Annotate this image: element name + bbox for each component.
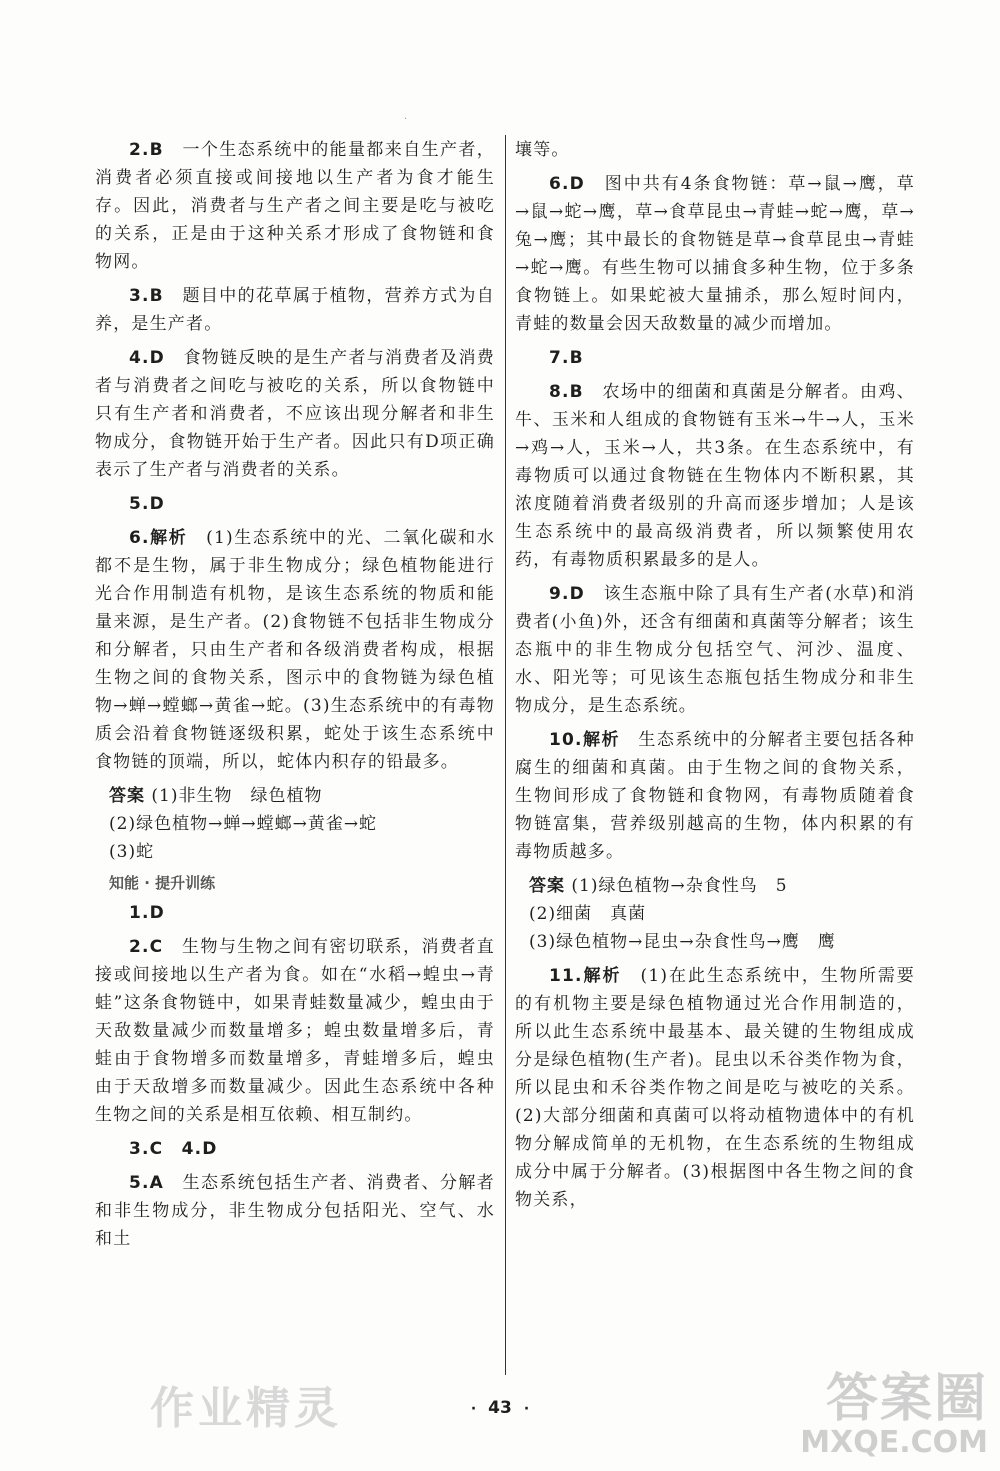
q2-text: 一个生态系统中的能量都来自生产者，消费者必须直接或间接地以生产者为食才能生存。因此，消费者与生产者之间主要是吃与被吃的关系，正是由于这种关系才形成了食物链和食物网。 [95, 140, 495, 272]
page-dot-left: · [470, 1401, 477, 1417]
q3-text: 题目中的花草属于植物，营养方式为自养，是生产者。 [95, 286, 495, 334]
s10-number: 10. [549, 730, 583, 750]
answer-s11 [515, 962, 915, 1214]
answer-s3-s4 [95, 1135, 495, 1163]
s11-text: (1)在此生态系统中，生物所需要的有机物主要是绿色植物通过光合作用制造的，所以此生态系统中最基本、最关键的生物组成成分是绿色植物(生产者)。昆虫以禾谷类作物为食，所以昆虫和禾谷类作物之间是吃与被吃的关系。(2)大部分细菌和真菌可以将动植物遗体中的有机物分解成简单的无机物，在生态系统的生物组成成分中属于分解者。(3)根据图中各生物之间的食物关系， [515, 966, 916, 1210]
watermark-left: 作业精灵 [150, 1383, 342, 1434]
answer-q6 [95, 524, 495, 776]
s8-text: 农场中的细菌和真菌是分解者。由鸡、牛、玉米和人组成的食物链有玉米→牛→人，玉米→鸡→人，玉米→人，共3条。在生态系统中，有毒物质可以通过食物链在生物体内不断积累，其浓度随着消费者级别的升高而逐步增加；人是该生态系统中的最高级消费者，所以频繁使用农药，有毒物质积累最多的是人。 [515, 382, 915, 570]
s7-number: 7.B [549, 348, 584, 368]
s11-analysis-label: 解析 [582, 966, 622, 986]
s2-text: 生物与生物之间有密切联系，消费者直接或间接地以生产者为食。如在“水稻→蝗虫→青蛙”这条食物链中，如果青蛙数量减少，蝗虫由于天敌数量减少而数量增多；蝗虫数量增多后，青蛙由于食物增多而数量增多，青蛙增多后，蝗虫由于天敌增多而数量减少。因此生态系统中各种生物之间的关系是相互依赖、相互制约。 [95, 937, 495, 1125]
s10-answer-2: (2)细菌 真菌 [529, 904, 647, 924]
s10-answer-label: 答案 [529, 876, 565, 896]
watermark-url: MXQE.COM [800, 1425, 988, 1460]
answer-q4 [95, 344, 495, 484]
top-mark: · [404, 114, 408, 125]
page-dot-right: · [523, 1401, 530, 1417]
watermark-logo-text: 答案圈 [825, 1369, 988, 1429]
answer-s8 [515, 378, 915, 574]
answer-q3 [95, 282, 495, 338]
q6-number: 6. [129, 528, 150, 548]
q6-answer-3: (3)蛇 [109, 842, 155, 862]
s11-number: 11. [549, 966, 583, 986]
q6-answer-1: (1)非生物 绿色植物 [151, 786, 323, 806]
s6-number: 6.D [549, 174, 585, 194]
s2-number: 2.C [129, 937, 164, 957]
q6-answer-2: (2)绿色植物→蝉→螳螂→黄雀→蛇 [109, 814, 378, 834]
page-number-value: 43 [488, 1398, 512, 1418]
q4-text: 食物链反映的是生产者与消费者及消费者与消费者之间吃与被吃的关系，所以食物链中只有生产者和消费者，不应该出现分解者和非生物成分，食物链开始于生产者。因此只有D项正确表示了生产者与消费者的关系。 [95, 348, 495, 480]
watermark-right [800, 1370, 988, 1458]
answer-q2 [95, 136, 495, 276]
s6-text: 图中共有4条食物链：草→鼠→鹰，草→鼠→蛇→鹰，草→食草昆虫→青蛙→蛇→鹰，草→兔→鹰；其中最长的食物链是草→食草昆虫→青蛙→蛇→鹰。有些生物可以捕食多种生物，位于多条食物链上。如果蛇被大量捕杀，那么短时间内，青蛙的数量会因天敌数量的减少而增加。 [515, 174, 915, 334]
s34-number: 3.C 4.D [129, 1139, 218, 1159]
s8-number: 8.B [549, 382, 584, 402]
q4-number: 4.D [129, 348, 165, 368]
q5-number: 5.D [129, 494, 165, 514]
q6-answer-label: 答案 [109, 786, 145, 806]
s10-answer-1: (1)绿色植物→杂食性鸟 5 [571, 876, 788, 896]
q2-number: 2.B [129, 140, 164, 160]
answer-s10 [515, 726, 915, 866]
right-column [515, 136, 915, 1220]
s10-text: 生态系统中的分解者主要包括各种腐生的细菌和真菌。由于生物之间的食物关系，生物间形成了食物链和食物网，有毒物质随着食物链富集，营养级别越高的生物，体内积累的有毒物质越多。 [515, 730, 916, 862]
s10-answer-block [529, 872, 915, 956]
answer-s9 [515, 580, 915, 720]
answer-s6 [515, 170, 915, 338]
s9-number: 9.D [549, 584, 585, 604]
s5-text: 生态系统包括生产者、消费者、分解者和非生物成分，非生物成分包括阳光、空气、水和土 [95, 1173, 495, 1249]
s5-number: 5.A [129, 1173, 165, 1193]
answer-q5 [95, 490, 495, 518]
s10-answer-3: (3)绿色植物→昆虫→杂食性鸟→鹰 鹰 [529, 932, 836, 952]
s5-continuation: 壤等。 [515, 140, 570, 160]
answer-s1 [95, 899, 495, 927]
s10-analysis-label: 解析 [582, 730, 620, 750]
q6-analysis-label: 解析 [149, 528, 188, 548]
answer-s2 [95, 933, 495, 1129]
answer-s5 [95, 1169, 495, 1253]
q3-number: 3.B [129, 286, 164, 306]
q6-text: (1)生态系统中的光、二氧化碳和水都不是生物，属于非生物成分；绿色植物能进行光合作用制造有机物，是该生态系统的物质和能量来源，是生产者。(2)食物链不包括非生物成分和分解者，只由生产者和各级消费者构成，根据生物之间的食物关系，图示中的食物链为绿色植物→蝉→螳螂→黄雀→蛇。(3)生态系统中的有毒物质会沿着食物链逐级积累，蛇处于该生态系统中食物链的顶端，所以，蛇体内积存的铅最多。 [95, 528, 496, 772]
q6-answer-block [109, 782, 495, 866]
column-divider [505, 135, 506, 1375]
answer-s7 [515, 344, 915, 372]
s1-number: 1.D [129, 903, 165, 923]
section-heading: 知能 · 提升训练 [109, 874, 216, 892]
s9-text: 该生态瓶中除了具有生产者(水草)和消费者(小鱼)外，还含有细菌和真菌等分解者；该生态瓶中的非生物成分包括空气、河沙、温度、水、阳光等；可见该生态瓶包括生物成分和非生物成分，是生态系统。 [515, 584, 915, 716]
left-column [95, 136, 495, 1259]
